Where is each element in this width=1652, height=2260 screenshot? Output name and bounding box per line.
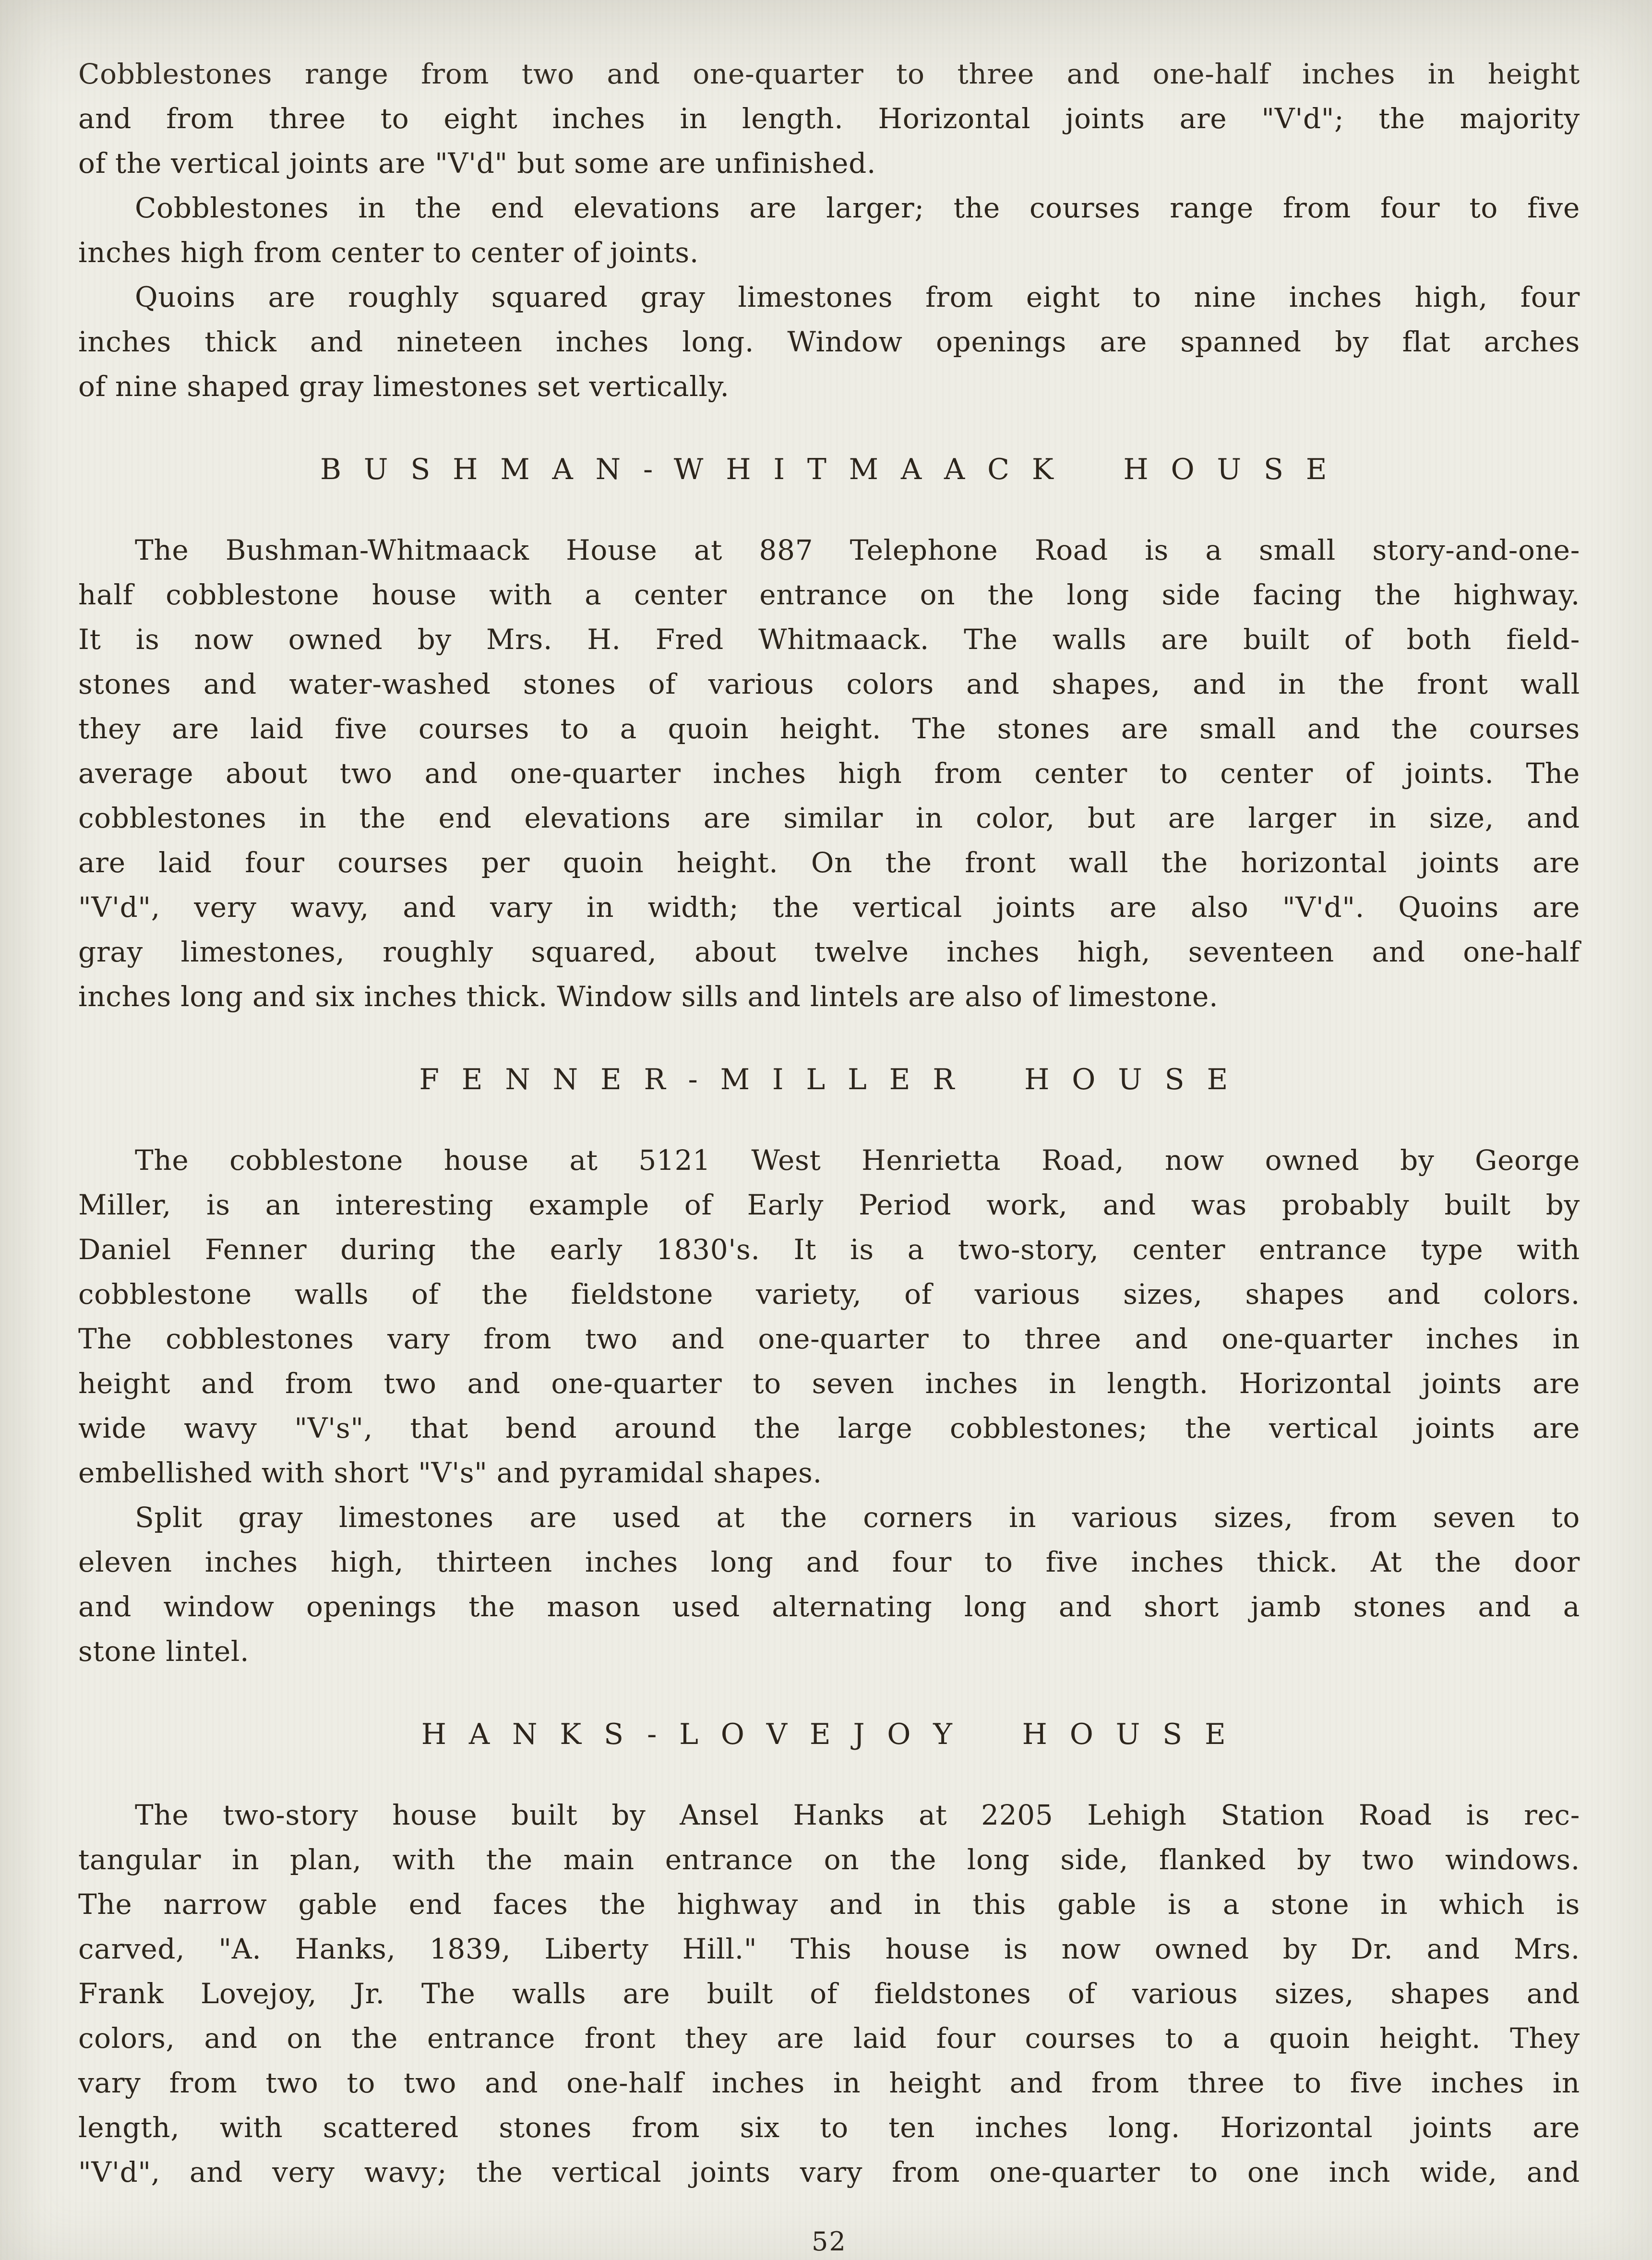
- text-line: stones and water-washed stones of various colors and shapes, and in the front wall: [78, 668, 1580, 700]
- text-line: The Bushman-Whitmaack House at 887 Telephone Road is a small story-and-one-: [135, 534, 1580, 566]
- text-line: length, with scattered stones from six to ten inches long. Horizontal joints are: [78, 2111, 1580, 2144]
- text-line: eleven inches high, thirteen inches long and four to five inches thick. At the door: [78, 1546, 1580, 1578]
- text-line: they are laid five courses to a quoin height. The stones are small and the courses: [78, 712, 1580, 745]
- text-line: tangular in plan, with the main entrance on the long side, flanked by two windows.: [78, 1843, 1580, 1876]
- text-line: Miller, is an interesting example of Early Period work, and was probably built by: [78, 1189, 1580, 1221]
- paragraph: [78, 275, 1580, 409]
- text-line: and window openings the mason used alternating long and short jamb stones and a: [78, 1590, 1580, 1623]
- text-line: average about two and one-quarter inches high from center to center of joints. The: [78, 757, 1580, 790]
- text-line: The narrow gable end faces the highway and in this gable is a stone in which is: [78, 1888, 1580, 1921]
- text-line: colors, and on the entrance front they are laid four courses to a quoin height. They: [78, 2022, 1580, 2055]
- text-line: Daniel Fenner during the early 1830's. It is a two-story, center entrance type with: [78, 1233, 1580, 1266]
- text-line: of the vertical joints are "V'd" but some are unfinished.: [78, 147, 876, 180]
- paragraph: [78, 186, 1580, 275]
- page-body: [78, 52, 1580, 2195]
- text-line: embellished with short "V's" and pyramidal shapes.: [78, 1456, 822, 1489]
- text-line: Quoins are roughly squared gray limestones from eight to nine inches high, four: [135, 281, 1580, 313]
- text-line: of nine shaped gray limestones set vertically.: [78, 370, 730, 403]
- text-line: It is now owned by Mrs. H. Fred Whitmaack. The walls are built of both field-: [78, 623, 1580, 656]
- text-line: cobblestones in the end elevations are similar in color, but are larger in size, and: [78, 802, 1580, 834]
- text-line: The two-story house built by Ansel Hanks at 2205 Lehigh Station Road is rec-: [135, 1799, 1580, 1831]
- text-line: stone lintel.: [78, 1635, 250, 1668]
- text-line: vary from two to two and one-half inches in height and from three to five inches in: [78, 2067, 1580, 2099]
- text-line: Frank Lovejoy, Jr. The walls are built of fieldstones of various sizes, shapes and: [78, 1977, 1580, 2010]
- text-line: and from three to eight inches in length. Horizontal joints are "V'd"; the majority: [78, 102, 1580, 135]
- paragraph: [78, 1138, 1580, 1495]
- text-line: The cobblestone house at 5121 West Henrietta Road, now owned by George: [135, 1144, 1580, 1177]
- page-footer: [78, 2224, 1580, 2259]
- paragraph: [78, 1495, 1580, 1674]
- text-line: inches high from center to center of joints.: [78, 236, 699, 269]
- text-line: inches long and six inches thick. Window sills and lintels are also of limestone.: [78, 980, 1219, 1013]
- text-line: Cobblestones range from two and one-quarter to three and one-half inches in height: [78, 58, 1580, 90]
- text-line: inches thick and nineteen inches long. Window openings are spanned by flat arches: [78, 325, 1580, 358]
- text-line: Split gray limestones are used at the corners in various sizes, from seven to: [135, 1501, 1580, 1534]
- text-line: height and from two and one-quarter to seven inches in length. Horizontal joints are: [78, 1367, 1580, 1400]
- text-line: are laid four courses per quoin height. On the front wall the horizontal joints are: [78, 846, 1580, 879]
- text-line: The cobblestones vary from two and one-quarter to three and one-quarter inches in: [78, 1322, 1580, 1355]
- text-line: carved, "A. Hanks, 1839, Liberty Hill." This house is now owned by Dr. and Mrs.: [78, 1933, 1580, 1965]
- section-heading: BUSHMAN-WHITMAACK HOUSE: [320, 453, 1350, 486]
- page-number: 52: [811, 2226, 847, 2257]
- text-line: "V'd", and very wavy; the vertical joints vary from one-quarter to one inch wide, and: [78, 2156, 1580, 2188]
- text-line: Cobblestones in the end elevations are larger; the courses range from four to five: [135, 192, 1580, 224]
- text-line: gray limestones, roughly squared, about twelve inches high, seventeen and one-half: [78, 936, 1580, 968]
- section-heading: HANKS-LOVEJOY HOUSE: [421, 1718, 1248, 1751]
- paragraph: [78, 52, 1580, 186]
- paragraph: [78, 528, 1580, 1019]
- text-line: half cobblestone house with a center entrance on the long side facing the highway.: [78, 578, 1580, 611]
- text-line: wide wavy "V's", that bend around the large cobblestones; the vertical joints are: [78, 1412, 1580, 1444]
- text-line: "V'd", very wavy, and vary in width; the vertical joints are also "V'd". Quoins are: [78, 891, 1580, 924]
- text-line: cobblestone walls of the fieldstone variety, of various sizes, shapes and colors.: [78, 1278, 1580, 1310]
- paragraph: [78, 1793, 1580, 2195]
- section-heading: FENNER-MILLER HOUSE: [419, 1063, 1251, 1096]
